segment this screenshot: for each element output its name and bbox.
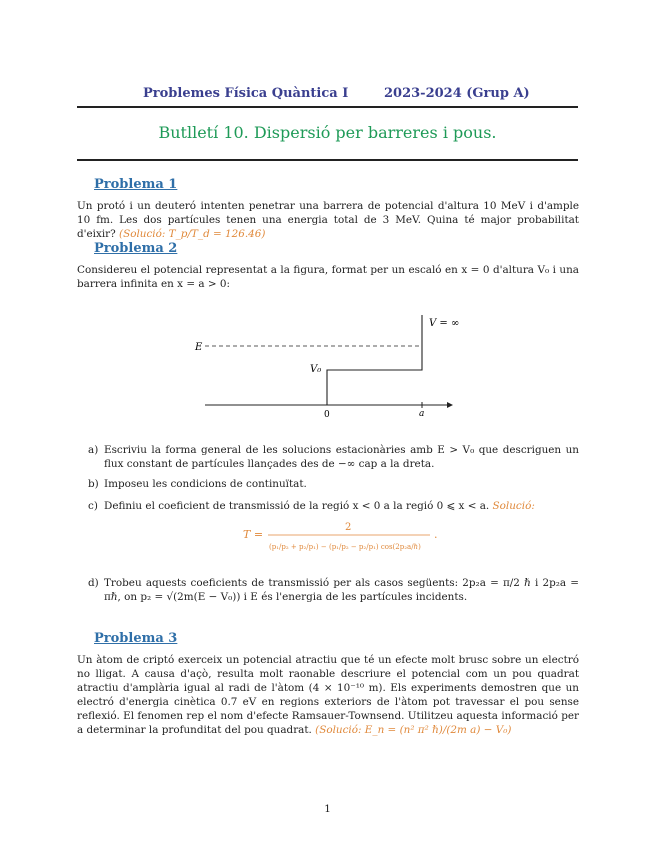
problem-3-solution: (Solució: E_n = (n² π² ℏ)/(2m a) − V₀) [315, 724, 512, 736]
potential-figure [190, 290, 460, 420]
item-solution: Solució: [492, 500, 535, 512]
problem-3-statement: Un àtom de criptó exerceix un potencial atractiu que té un efecte molt brusc sobre un electró no lligat. A causa d'açò, resulta molt raonable descriure el potencial com un pou quadrat atractiu d'amplària igual al radi de l'àtom (4 × 10⁻¹⁰ m). Els experiments demostren que un electró d'energia cinètica 0.7 eV en regions exteriors de l'àtom pot travessar el pou sense reflexió. El fenomen rep el nom d'efecte Ramsauer-Townsend. Utilitzeu aquesta informació per a determinar la profunditat del pou quadrat. [77, 654, 579, 736]
item-text: Escriviu la forma general de les solucions estacionàries amb E > V₀ que descriguen un flux constant de partícules llançades des de −∞ cap a la dreta. [104, 444, 579, 470]
label-vinf: V = ∞ [429, 318, 460, 329]
transmission-formula [240, 518, 480, 558]
page-number: 1 [324, 803, 331, 815]
problem-2-item-d [88, 576, 579, 608]
item-text: Definiu el coeficient de transmissió de la regió x < 0 a la regió 0 ⩽ x < a. [104, 500, 493, 512]
problem-1-statement: Un protó i un deuteró intenten penetrar una barrera de potencial d'altura 10 MeV i d'ample 10 fm. Les dos partícules tenen una energia total de 3 MeV. Quina té major probabilitat d'eixir? [77, 200, 579, 240]
label-v0: V₀ [310, 364, 322, 375]
item-text: Trobeu aquests coeficients de transmissió per als casos següents: 2p₂a = π/2 ℏ i 2p₂a = πℏ, on p₂ = √(2m(E − V₀)) i E és l'energia de les partícules incidents. [104, 577, 579, 603]
problem-3-text [77, 653, 579, 737]
item-label: a) [88, 444, 99, 456]
problem-1-heading: Problema 1 [94, 177, 178, 192]
course-year: 2023-2024 (Grup A) [384, 86, 530, 101]
label-e: E [195, 342, 203, 353]
course-name: Problemes Física Quàntica I [143, 86, 349, 101]
problem-1-solution: (Solució: T_p/T_d = 126.46) [119, 228, 266, 240]
item-text-wrap [104, 499, 579, 513]
item-text: Imposeu les condicions de continuïtat. [104, 478, 307, 490]
item-label: d) [88, 577, 99, 589]
header-rule [77, 106, 578, 108]
formula-tail: . [434, 528, 438, 541]
problem-2-heading: Problema 2 [94, 241, 178, 256]
problem-2-item-a [88, 443, 579, 471]
item-label: c) [88, 500, 98, 512]
item-label: b) [88, 478, 99, 490]
formula-lhs: T = [243, 528, 264, 541]
problem-3-heading: Problema 3 [94, 631, 178, 646]
potential-curve [327, 315, 422, 405]
page-title: Butlletí 10. Dispersió per barreres i pous. [158, 123, 497, 142]
label-zero: 0 [324, 410, 330, 420]
label-a: a [419, 409, 425, 419]
formula-denominator: (p₁/p₂ + p₂/p₁) − (p₁/p₂ − p₂/p₁) cos(2p₂a/ℏ) [269, 543, 421, 551]
problem-1-text [77, 199, 579, 241]
title-rule [77, 159, 578, 161]
problem-2-intro: Considereu el potencial representat a la figura, format per un escaló en x = 0 d'altura V₀ i una barrera infinita en x = a > 0: [77, 264, 579, 290]
problem-2-item-b [88, 477, 579, 491]
formula-numerator: 2 [345, 522, 352, 533]
problem-2-item-c [88, 499, 579, 513]
